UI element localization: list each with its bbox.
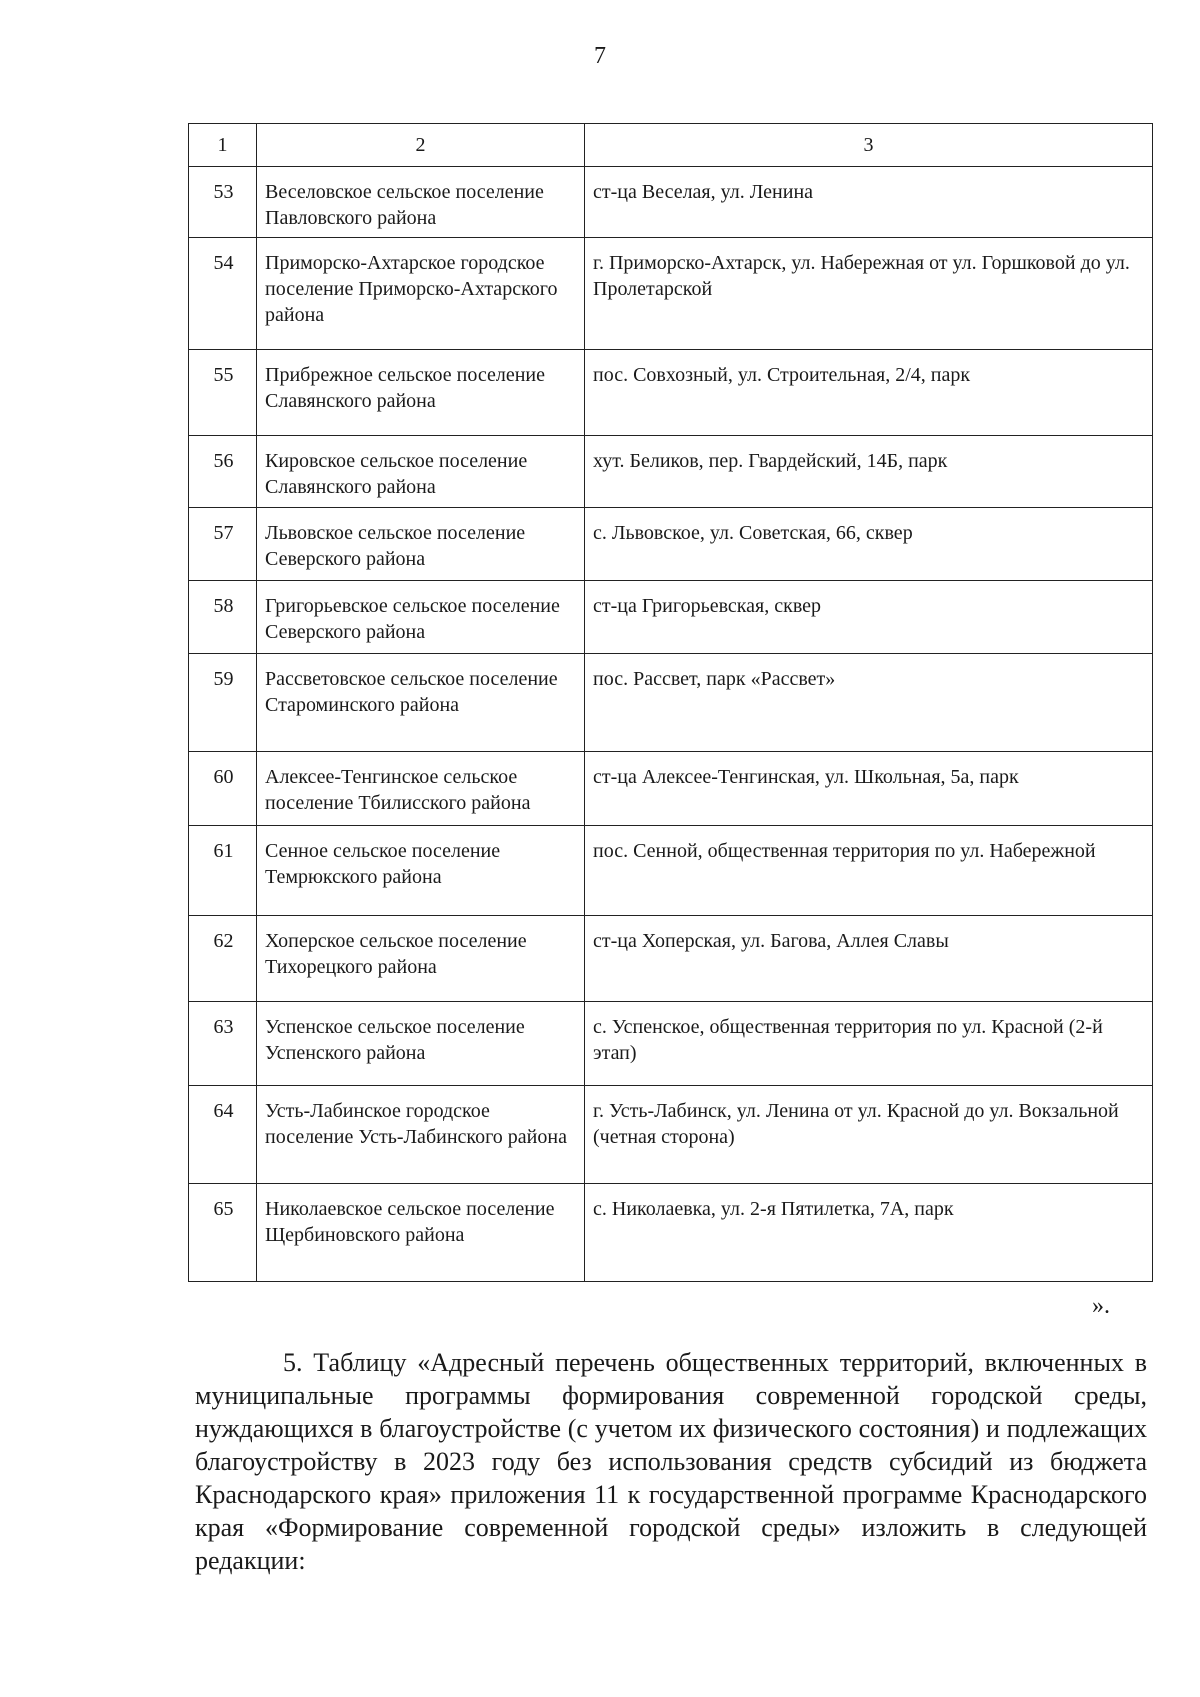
row-number: 55 [189,350,257,436]
territory-address: с. Львовское, ул. Советская, 66, сквер [585,508,1153,581]
settlement-name: Сенное сельское поселение Темрюкского района [257,826,585,916]
settlement-name: Хоперское сельское поселение Тихорецкого района [257,916,585,1002]
settlement-name: Рассветовское сельское поселение Староминского района [257,654,585,752]
table-row [189,1086,1153,1184]
row-number: 56 [189,436,257,508]
territory-address: с. Николаевка, ул. 2-я Пятилетка, 7А, парк [585,1184,1153,1282]
settlement-name: Успенское сельское поселение Успенского района [257,1002,585,1086]
row-number: 53 [189,167,257,238]
table-row [189,238,1153,350]
territory-address: пос. Рассвет, парк «Рассвет» [585,654,1153,752]
table-row [189,167,1153,238]
territory-address: г. Усть-Лабинск, ул. Ленина от ул. Красной до ул. Вокзальной (четная сторона) [585,1086,1153,1184]
table-row [189,350,1153,436]
settlement-name: Приморско-Ахтарское городское поселение Приморско-Ахтарского района [257,238,585,350]
row-number: 63 [189,1002,257,1086]
table-row [189,436,1153,508]
table-row [189,1184,1153,1282]
table-row [189,654,1153,752]
table-row [189,916,1153,1002]
row-number: 64 [189,1086,257,1184]
column-header-settlement: 2 [257,124,585,167]
settlement-name: Николаевское сельское поселение Щербиновского района [257,1184,585,1282]
table-row [189,508,1153,581]
territory-address: хут. Беликов, пер. Гвардейский, 14Б, парк [585,436,1153,508]
territory-address: пос. Совхозный, ул. Строительная, 2/4, парк [585,350,1153,436]
table-row [189,1002,1153,1086]
row-number: 62 [189,916,257,1002]
row-number: 54 [189,238,257,350]
closing-quote: ». [1092,1293,1110,1319]
page-number: 7 [594,43,606,69]
column-header-address: 3 [585,124,1153,167]
table-row [189,581,1153,654]
settlement-name: Прибрежное сельское поселение Славянского района [257,350,585,436]
settlement-name: Веселовское сельское поселение Павловского района [257,167,585,238]
settlement-name: Григорьевское сельское поселение Северского района [257,581,585,654]
row-number: 61 [189,826,257,916]
row-number: 65 [189,1184,257,1282]
row-number: 58 [189,581,257,654]
settlement-name: Усть-Лабинское городское поселение Усть-Лабинского района [257,1086,585,1184]
table-row [189,752,1153,826]
row-number: 60 [189,752,257,826]
territory-address: пос. Сенной, общественная территория по ул. Набережной [585,826,1153,916]
address-table [188,123,1153,1282]
settlement-name: Львовское сельское поселение Северского района [257,508,585,581]
row-number: 57 [189,508,257,581]
table-row [189,826,1153,916]
territory-address: ст-ца Григорьевская, сквер [585,581,1153,654]
settlement-name: Кировское сельское поселение Славянского района [257,436,585,508]
territory-address: ст-ца Хоперская, ул. Багова, Аллея Славы [585,916,1153,1002]
territory-address: г. Приморско-Ахтарск, ул. Набережная от ул. Горшковой до ул. Пролетарской [585,238,1153,350]
settlement-name: Алексее-Тенгинское сельское поселение Тбилисского района [257,752,585,826]
column-header-number: 1 [189,124,257,167]
amendment-paragraph: 5. Таблицу «Адресный перечень общественных территорий, включенных в муниципальные программы формирования современной городской среды, нуждающихся в благоустройстве (с учетом их физического состояния) и подлежащих благоустройству в 2023 году без использования средств субсидий из бюджета Краснодарского края» приложения 11 к государственной программе Краснодарского края «Формирование современной городской среды» изложить в следующей редакции: [195,1348,1147,1575]
row-number: 59 [189,654,257,752]
territory-address: ст-ца Веселая, ул. Ленина [585,167,1153,238]
table-header-row [189,124,1153,167]
territory-address: с. Успенское, общественная территория по ул. Красной (2-й этап) [585,1002,1153,1086]
territory-address: ст-ца Алексее-Тенгинская, ул. Школьная, 5а, парк [585,752,1153,826]
